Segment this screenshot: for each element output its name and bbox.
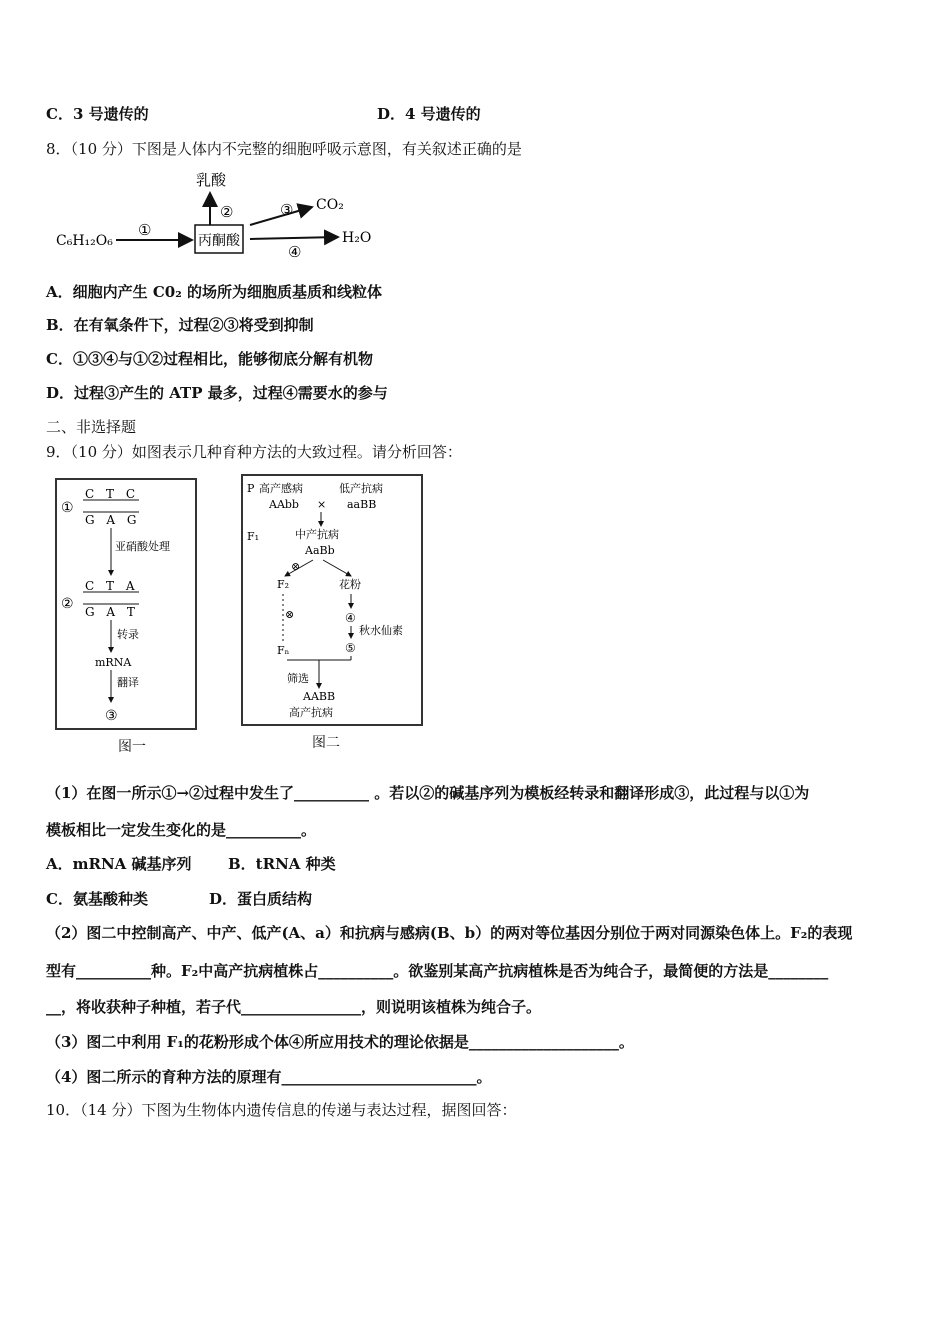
- fig2-self-1: ⊗: [291, 560, 301, 573]
- fig2-f1-pheno: 中产抗病: [295, 528, 339, 541]
- fig2-fn-label: Fₙ: [277, 644, 290, 657]
- fig2-result-geno: AABB: [303, 690, 336, 703]
- fig2-cross: ×: [317, 498, 327, 511]
- fig2-f1-geno: AaBb: [305, 544, 335, 557]
- fig2-caption: 图二: [312, 735, 340, 751]
- lactic-label: 乳酸: [196, 171, 227, 189]
- fig2-mark-5: ⑤: [345, 641, 356, 655]
- step3-mark: ③: [280, 201, 294, 219]
- q7-option-d: D．4 号遗传的: [377, 105, 481, 123]
- q9-stem: 9．（10 分）如图表示几种育种方法的大致过程。请分析回答：: [46, 443, 462, 461]
- figure-2: [241, 474, 423, 726]
- q7-option-c: C．3 号遗传的: [46, 105, 149, 123]
- fig2-p-label: P: [247, 482, 255, 495]
- fig2-result-pheno: 高产抗病: [289, 706, 333, 719]
- fig1-caption: 图一: [118, 739, 146, 755]
- fig1-step-translate: 翻译: [117, 676, 139, 689]
- q9-p4: （4）图二所示的育种方法的原理有__________________________。: [46, 1068, 492, 1086]
- q9-p2-line3: __，将收获种子种植，若子代________________，则说明该植株为纯合子。: [46, 998, 542, 1016]
- fig2-parent2: 低产抗病: [339, 482, 383, 495]
- fig2-self-2: ⊗: [285, 608, 295, 621]
- fig1-mark-1: ①: [61, 500, 74, 516]
- co2-label: CO₂: [316, 197, 344, 213]
- fig1-seq2-top: C T A: [85, 579, 139, 593]
- q9-p3: （3）图二中利用 F₁的花粉形成个体④所应用技术的理论依据是____________________。: [46, 1033, 634, 1051]
- fig1-step-mutagen: 亚硝酸处理: [115, 540, 170, 553]
- fig2-parent1-geno: AAbb: [269, 498, 299, 511]
- fig1-mark-3: ③: [105, 708, 118, 724]
- fig1-seq1-top: C T C: [85, 487, 139, 501]
- fig2-f2-label: F₂: [277, 578, 290, 591]
- fig2-parent1: 高产感病: [259, 482, 303, 495]
- fig1-mrna: mRNA: [95, 656, 132, 669]
- fig2-colchicine: 秋水仙素: [359, 624, 403, 637]
- fig1-seq1-bottom: G A G: [85, 513, 141, 527]
- q8-option-d: D．过程③产生的 ATP 最多，过程④需要水的参与: [46, 384, 388, 402]
- q9-option-b: B．tRNA 种类: [228, 855, 336, 873]
- q9-p1-line1: （1）在图一所示①→②过程中发生了__________ 。若以②的碱基序列为模板经转录和翻译形成③，此过程与以①为: [46, 784, 810, 802]
- q9-option-d: D．蛋白质结构: [209, 890, 313, 908]
- step1-mark: ①: [138, 221, 152, 239]
- fig1-seq2-bottom: G A T: [85, 605, 139, 619]
- q9-option-a: A．mRNA 碱基序列: [46, 855, 192, 873]
- q8-option-c: C．①③④与①②过程相比，能够彻底分解有机物: [46, 350, 373, 368]
- fig2-select: 筛选: [287, 672, 309, 685]
- q8-option-b: B．在有氧条件下，过程②③将受到抑制: [46, 316, 314, 334]
- section-title: 二、非选择题: [46, 418, 137, 436]
- fig1-step-transcribe: 转录: [117, 628, 139, 641]
- fig1-mark-2: ②: [61, 596, 74, 612]
- fig2-parent2-geno: aaBB: [347, 498, 377, 511]
- step4-mark: ④: [288, 243, 302, 261]
- fig2-pollen: 花粉: [339, 578, 361, 591]
- q9-option-c: C．氨基酸种类: [46, 890, 148, 908]
- water-label: H₂O: [342, 230, 372, 246]
- q9-p1-line2: 模板相比一定发生变化的是__________。: [46, 821, 317, 839]
- fig2-f1-label: F₁: [247, 530, 260, 543]
- q9-p2-line1: （2）图二中控制高产、中产、低产(A、a）和抗病与感病(B、b）的两对等位基因分别位于两对同源染色体上。F₂的表现: [46, 924, 853, 942]
- fig2-mark-4: ④: [345, 611, 356, 625]
- q8-stem: 8．（10 分）下图是人体内不完整的细胞呼吸示意图，有关叙述正确的是: [46, 140, 522, 158]
- q9-p2-line2: 型有__________种。F₂中高产抗病植株占__________。欲鉴别某高产抗病植株是否为纯合子，最简便的方法是________: [46, 962, 829, 980]
- pyruvate-label: 丙酮酸: [198, 233, 240, 249]
- glucose-label: C₆H₁₂O₆: [56, 233, 113, 249]
- figure-1: [55, 478, 197, 730]
- respiration-diagram: [50, 165, 390, 265]
- q8-option-a: A．细胞内产生 C0₂ 的场所为细胞质基质和线粒体: [46, 283, 383, 301]
- step2-mark: ②: [220, 203, 234, 221]
- arrow-step4: [250, 237, 338, 239]
- q10-stem: 10．（14 分）下图为生物体内遗传信息的传递与表达过程，据图回答：: [46, 1101, 517, 1119]
